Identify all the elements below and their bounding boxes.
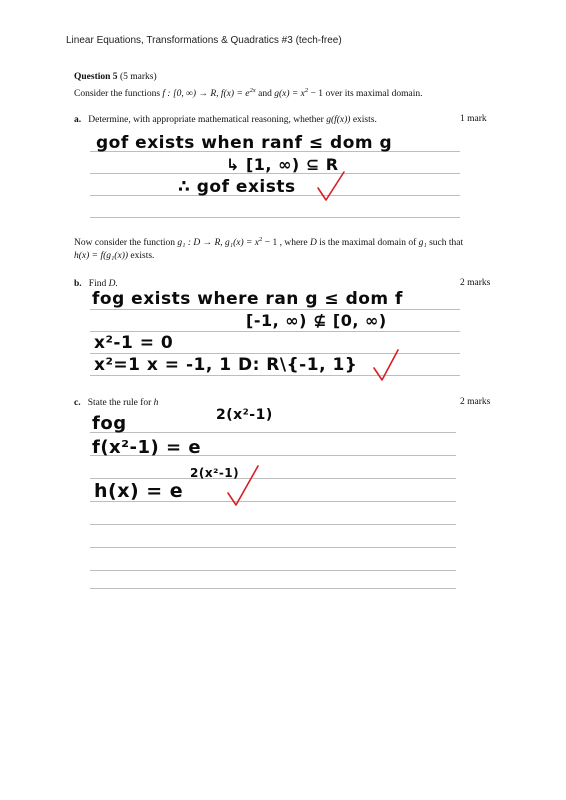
part-b-answer-line-4: x²=1 x = -1, 1 D: R\{-1, 1} <box>94 355 358 375</box>
part-a-label: a. <box>74 115 82 125</box>
tick-mark-icon <box>374 350 398 380</box>
part-a-answer-line-1: gof exists when ranf ≤ dom g <box>96 133 393 153</box>
part-b-text: Find <box>88 279 107 289</box>
part-a-text: Determine, with appropriate mathematical reasoning, whether <box>88 115 324 125</box>
tick-mark-icon <box>318 172 344 200</box>
part-c-answer-line-1: fog <box>92 413 127 434</box>
part-c-answer-exponent-2: 2(x²-1) <box>190 466 240 480</box>
g-definition: g(x) = x <box>274 89 305 100</box>
intro-tail: over its maximal domain. <box>325 89 423 100</box>
g1-exponent: 2 <box>259 236 263 243</box>
part-a-expression: g(f(x)) <box>326 115 351 125</box>
g-exponent: 2 <box>304 87 309 94</box>
part-b-label: b. <box>74 279 82 289</box>
tick-mark-icon <box>228 466 258 505</box>
domain-d: D <box>309 238 317 249</box>
part-a-tail: exists. <box>352 115 377 125</box>
intro-lead: Consider the functions <box>74 89 161 100</box>
g1-rest: − 1 , where <box>264 238 308 249</box>
part-c-answer-line-2: f(x²-1) = e <box>92 437 202 458</box>
part-c-var: h <box>153 398 159 408</box>
middle-line2-tail: exists. <box>130 251 155 261</box>
question-marks: (5 marks) <box>119 72 157 82</box>
part-a-answer-line-3: ∴ gof exists <box>178 177 296 197</box>
page-header: Linear Equations, Transformations & Quadratics #3 (tech-free) <box>66 35 342 46</box>
middle-lead: Now consider the function <box>74 238 176 249</box>
h-expression: h(x) = f(g₁(x)) <box>74 251 129 261</box>
intro-and: and <box>258 89 272 100</box>
part-c-answer-exponent-1: 2(x²-1) <box>216 407 273 423</box>
part-c-text: State the rule for <box>87 398 152 408</box>
part-c-marks: 2 marks <box>460 397 491 407</box>
f-exponent: 2x <box>249 87 256 94</box>
g1-symbol: g₁ <box>418 238 427 249</box>
middle-mid: is the maximal domain of <box>319 238 417 249</box>
part-a-answer-line-2: ↳ [1, ∞) ⊆ R <box>226 155 339 174</box>
g-definition-rest: − 1 <box>310 89 324 100</box>
part-b-marks: 2 marks <box>460 278 491 288</box>
part-c-label: c. <box>74 398 81 408</box>
part-c-answer-line-3: h(x) = e <box>94 480 184 502</box>
middle-tail: such that <box>429 238 464 249</box>
part-b-var: D. <box>108 279 118 289</box>
g1-definition: g₁ : D → R, g₁(x) = x <box>177 238 260 249</box>
f-definition: f : [0, ∞) → R, f(x) = e <box>162 89 250 100</box>
question-title: Question 5 <box>74 72 118 82</box>
part-b-answer-line-1: fog exists where ran g ≤ dom f <box>92 289 403 309</box>
part-b-answer-line-3: x²-1 = 0 <box>94 333 174 353</box>
part-b-answer-line-2: [-1, ∞) ⊈ [0, ∞) <box>246 311 387 330</box>
part-a-marks: 1 mark <box>460 114 487 124</box>
